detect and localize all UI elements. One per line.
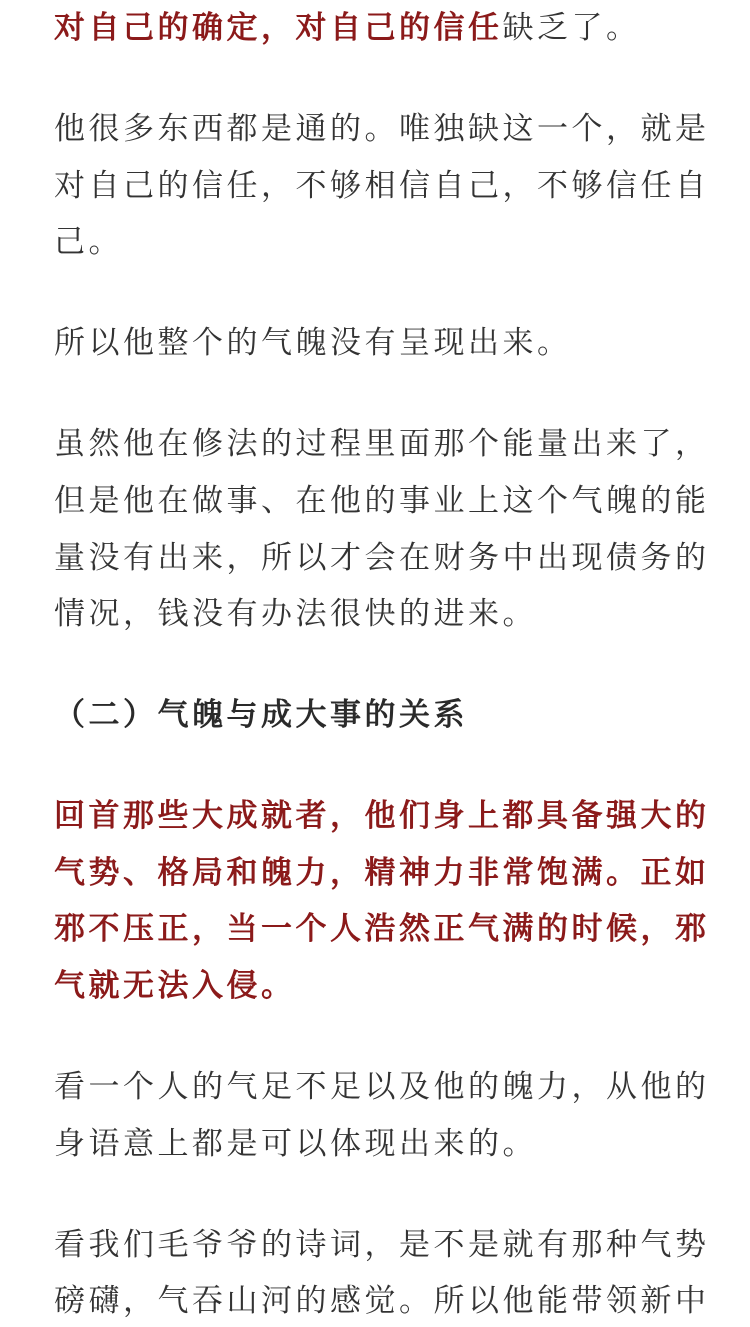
emphasis-paragraph-line-4: 气就无法入侵。 [54, 968, 296, 1004]
paragraph-2-line-3: 己。 [54, 224, 123, 260]
emphasis-paragraph-line-2: 气势、格局和魄力，精神力非常饱满。正如 [54, 855, 710, 891]
paragraph-7-line-1: 看我们毛爷爷的诗词，是不是就有那种气势 [54, 1227, 710, 1263]
section-heading: （二）气魄与成大事的关系 [54, 697, 468, 733]
paragraph-6-line-2: 身语意上都是可以体现出来的。 [54, 1126, 537, 1162]
paragraph-2-line-1: 他很多东西都是通的。唯独缺这一个，就是 [54, 111, 710, 147]
paragraph-4-line-2: 但是他在做事、在他的事业上这个气魄的能 [54, 483, 710, 519]
paragraph-6-line-1: 看一个人的气足不足以及他的魄力，从他的 [54, 1069, 710, 1105]
emphasis-paragraph-line-3: 邪不压正，当一个人浩然正气满的时候，邪 [54, 911, 710, 947]
emphasis-paragraph-line-1: 回首那些大成就者，他们身上都具备强大的 [54, 798, 710, 834]
emphasis-text: 对自己的确定，对自己的信任 [54, 10, 503, 46]
paragraph-4-line-1: 虽然他在修法的过程里面那个能量出来了， [54, 426, 710, 462]
paragraph-text: 缺乏了。 [502, 10, 641, 46]
paragraph-4-line-3: 量没有出来，所以才会在财务中出现债务的 [54, 540, 710, 576]
paragraph-7-line-2: 磅礴，气吞山河的感觉。所以他能带领新中 [54, 1283, 710, 1319]
paragraph-4-line-4: 情况，钱没有办法很快的进来。 [54, 596, 537, 632]
paragraph-1-line-1 [54, 8, 704, 48]
paragraph-2-line-2: 对自己的信任，不够相信自己，不够信任自 [54, 168, 710, 204]
paragraph-3-line-1: 所以他整个的气魄没有呈现出来。 [54, 325, 572, 361]
